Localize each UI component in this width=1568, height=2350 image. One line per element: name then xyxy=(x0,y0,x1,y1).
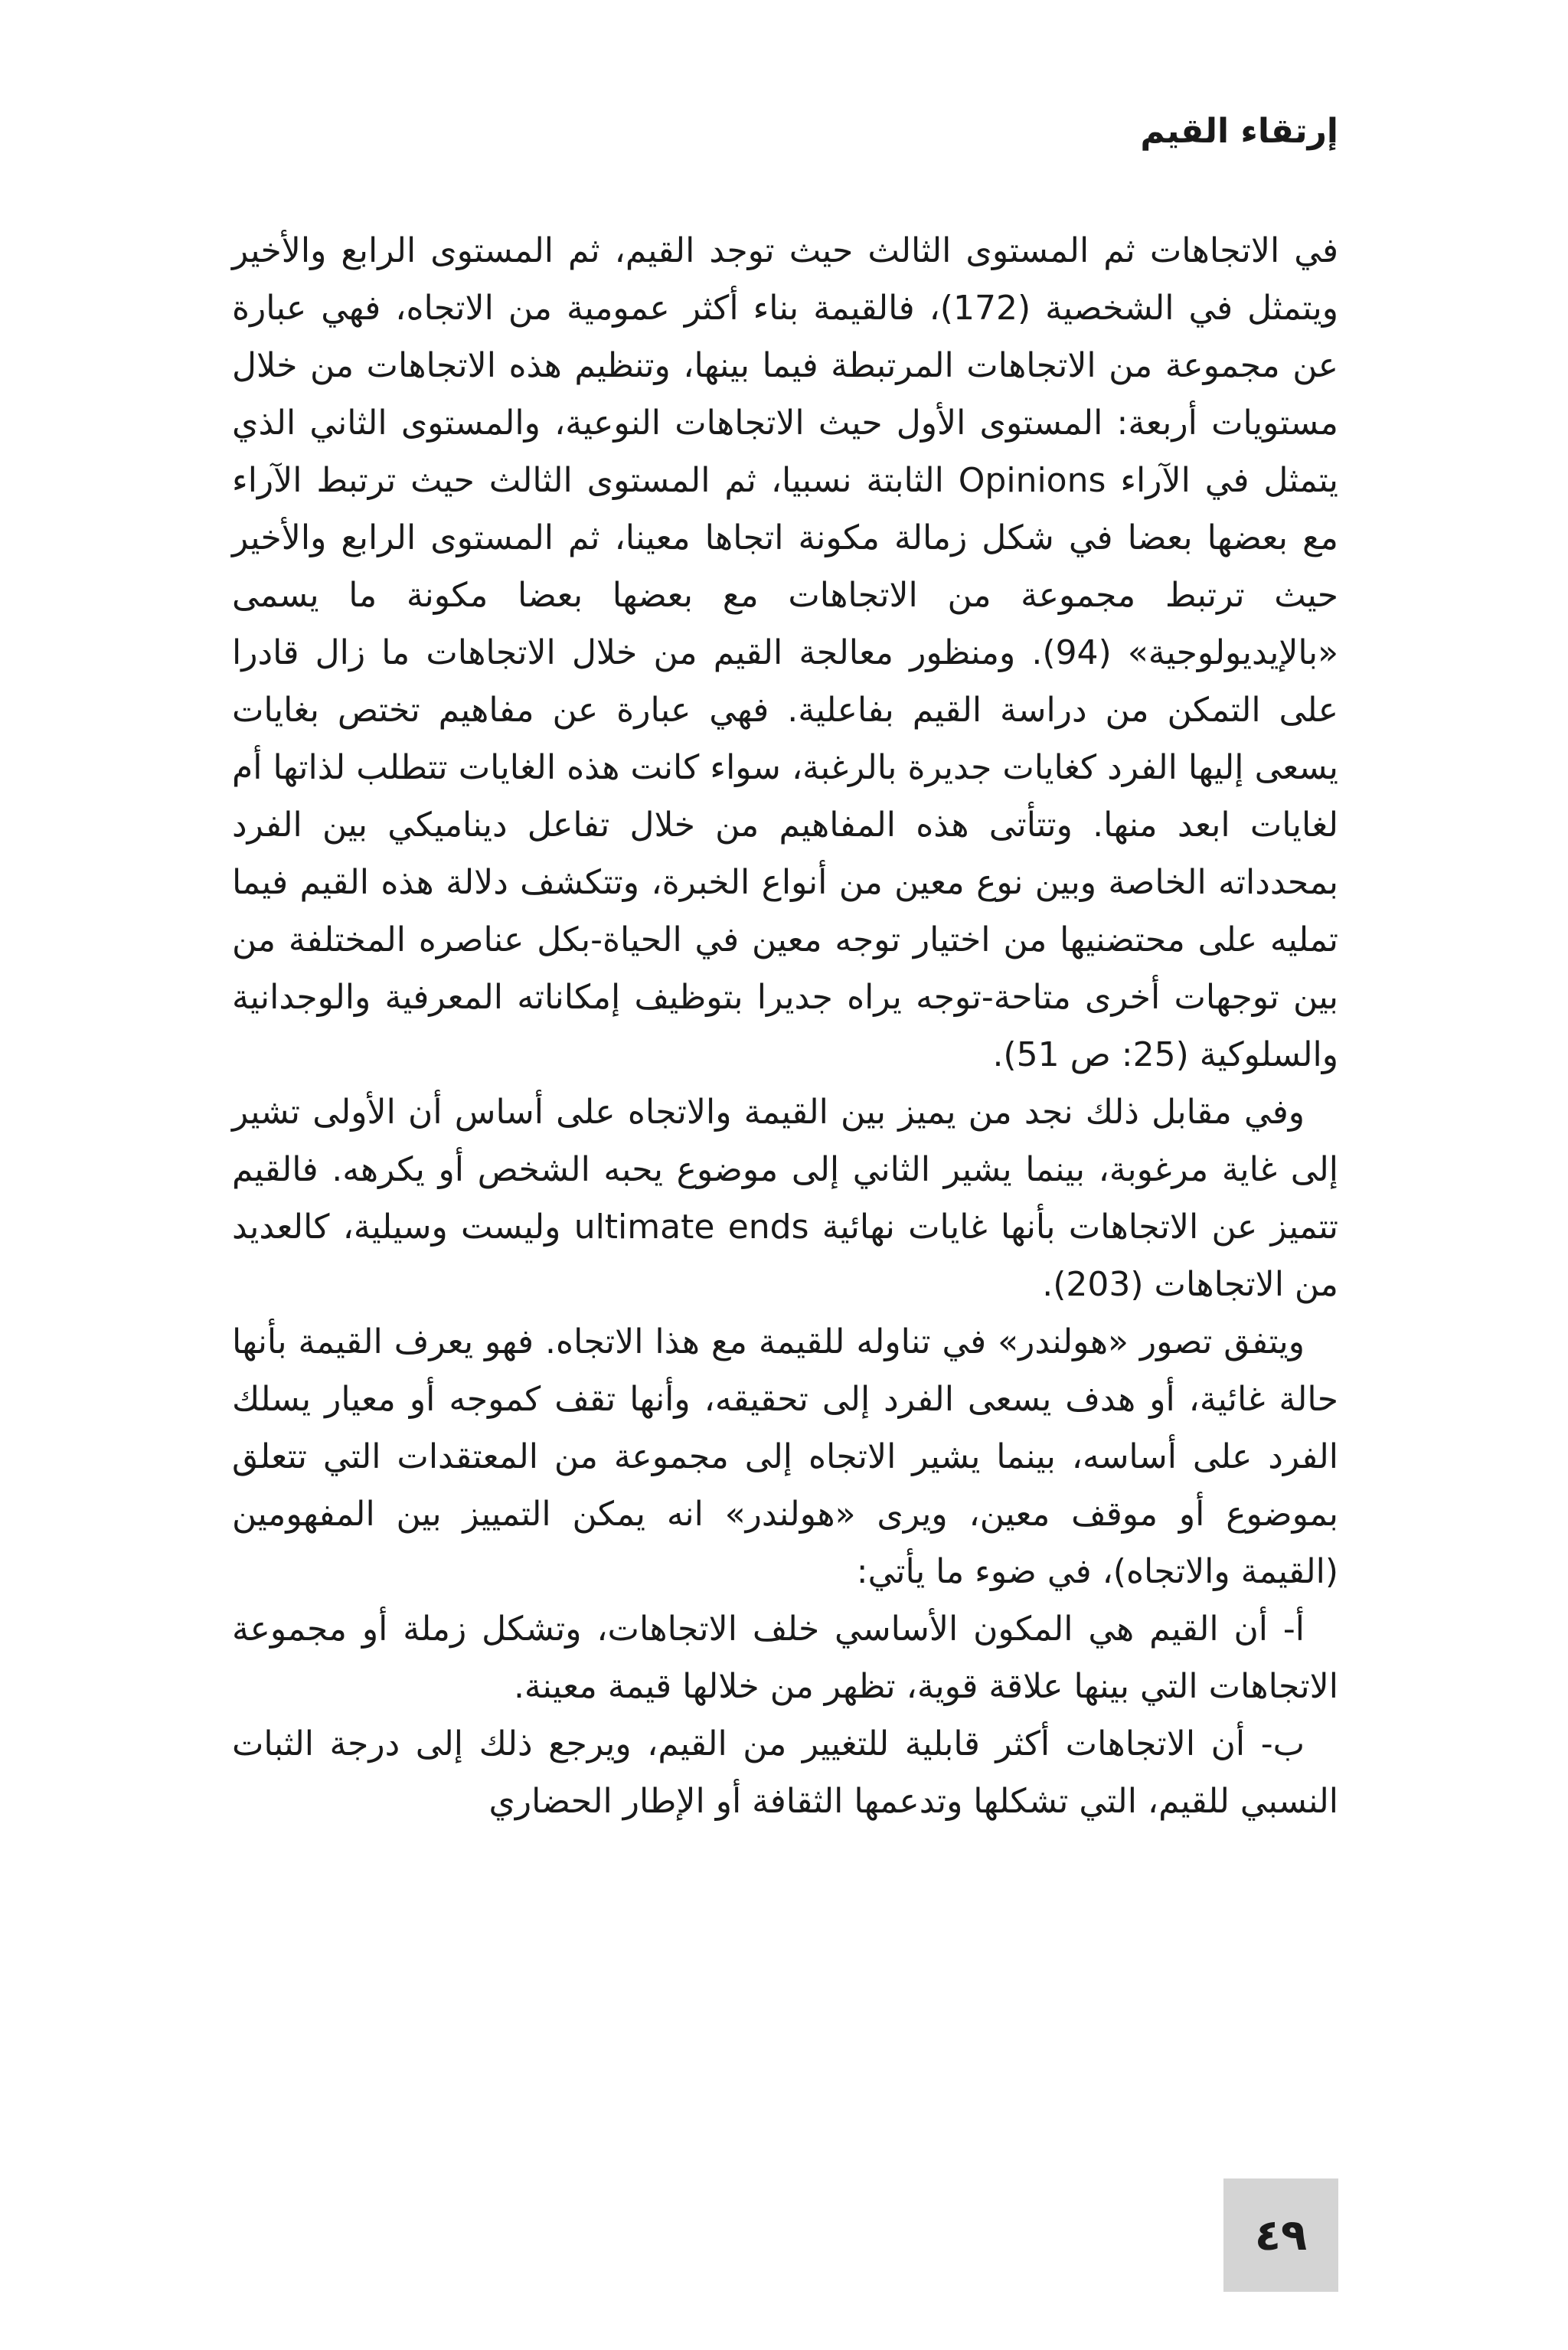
running-header: إرتقاء القيم xyxy=(1140,112,1338,151)
page-number: ٤٩ xyxy=(1254,2210,1308,2260)
list-item: أ- أن القيم هي المكون الأساسي خلف الاتجاهات، وتشكل زملة أو مجموعة الاتجاهات التي بينها علاقة قوية، تظهر من خلالها قيمة معينة. xyxy=(232,1610,1338,1706)
paragraph: وفي مقابل ذلك نجد من يميز بين القيمة والاتجاه على أساس أن الأولى تشير إلى غاية مرغوبة، بينما يشير الثاني إلى موضوع يحبه الشخص أو يكرهه. فالقيم تتميز عن الاتجاهات بأنها غايات نهائية ultimate ends وليست وسيلية، كالعديد من الاتجاهات (203). xyxy=(232,1093,1338,1304)
paragraph: في الاتجاهات ثم المستوى الثالث حيث توجد القيم، ثم المستوى الرابع والأخير ويتمثل في الشخصية (172)، فالقيمة بناء أكثر عمومية من الاتجاه، فهي عبارة عن مجموعة من الاتجاهات المرتبطة فيما بينها، وتنظيم هذه الاتجاهات من خلال مستويات أربعة: المستوى الأول حيث الاتجاهات النوعية، والمستوى الثاني الذي يتمثل في الآراء Opinions الثابتة نسبيا، ثم المستوى الثالث حيث ترتبط الآراء مع بعضها بعضا في شكل زمالة مكونة اتجاها معينا، ثم المستوى الرابع والأخير حيث ترتبط مجموعة من الاتجاهات مع بعضها بعضا مكونة ما يسمى «بالإيديولوجية» (94). ومنظور معالجة القيم من خلال الاتجاهات ما زال قادرا على التمكن من دراسة القيم بفاعلية. فهي عبارة عن مفاهيم تختص بغايات يسعى إليها الفرد كغايات جديرة بالرغبة، سواء كانت هذه الغايات تتطلب لذاتها أم لغايات ابعد منها. وتتأتى هذه المفاهيم من خلال تفاعل ديناميكي بين الفرد بمحدداته الخاصة وبين نوع معين من أنواع الخبرة، وتتكشف دلالة هذه القيم فيما تمليه على محتضنيها من اختيار توجه معين في الحياة-بكل عناصره المختلفة من بين توجهات أخرى متاحة-توجه يراه جديرا بتوظيف إمكاناته المعرفية والوجدانية والسلوكية (25: ص 51). xyxy=(232,231,1338,1074)
page-body xyxy=(232,222,1338,1830)
list-item: ب- أن الاتجاهات أكثر قابلية للتغيير من القيم، ويرجع ذلك إلى درجة الثبات النسبي للقيم، التي تشكلها وتدعمها الثقافة أو الإطار الحضاري xyxy=(232,1724,1338,1821)
paragraph: ويتفق تصور «هولندر» في تناوله للقيمة مع هذا الاتجاه. فهو يعرف القيمة بأنها حالة غائية، أو هدف يسعى الفرد إلى تحقيقه، وأنها تقف كموجه أو معيار يسلك الفرد على أساسه، بينما يشير الاتجاه إلى مجموعة من المعتقدات التي تتعلق بموضوع أو موقف معين، ويرى «هولندر» انه يمكن التمييز بين المفهومين (القيمة والاتجاه)، في ضوء ما يأتي: xyxy=(232,1322,1338,1591)
page-number-box xyxy=(1223,2178,1338,2292)
